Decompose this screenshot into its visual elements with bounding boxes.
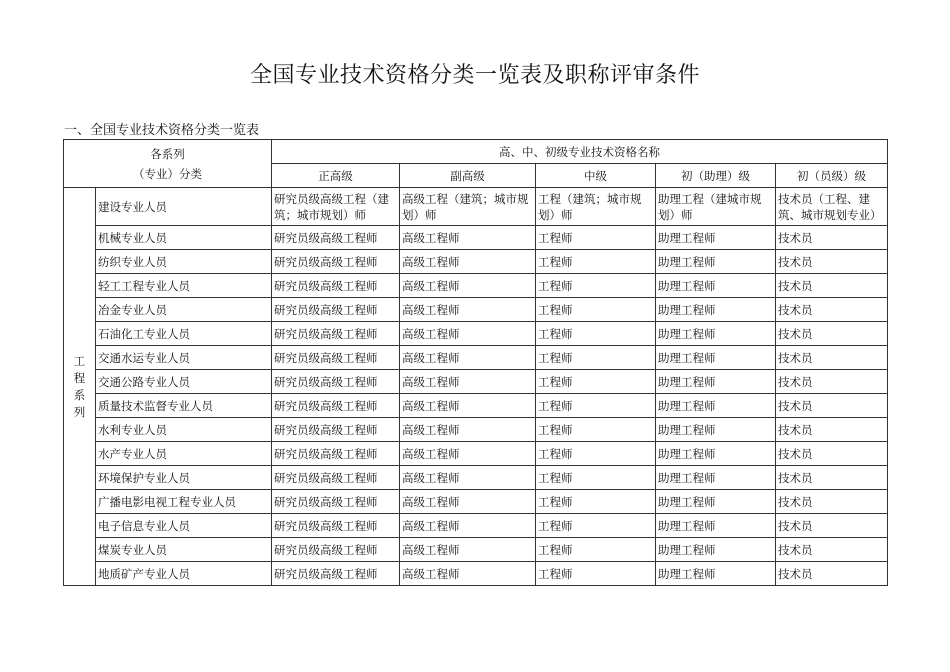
qualification-cell: 技术员 bbox=[776, 346, 888, 370]
qualification-cell: 研究员级高级工程师 bbox=[272, 250, 400, 274]
series-group-char: 系 bbox=[73, 387, 86, 402]
col-header: 正高级 bbox=[272, 164, 400, 188]
qualification-cell: 助理工程师 bbox=[656, 562, 776, 586]
table-row bbox=[64, 418, 888, 442]
table-row bbox=[64, 370, 888, 394]
table-row bbox=[64, 188, 888, 226]
table-row bbox=[64, 562, 888, 586]
col-header: 初（助理）级 bbox=[656, 164, 776, 188]
qualification-cell: 研究员级高级工程师 bbox=[272, 370, 400, 394]
profession-name-cell: 石油化工专业人员 bbox=[96, 322, 272, 346]
qualification-cell: 研究员级高级工程师 bbox=[272, 442, 400, 466]
qualification-cell: 研究员级高级工程师 bbox=[272, 346, 400, 370]
category-header-line2: （专业）分类 bbox=[133, 166, 202, 181]
table-row bbox=[64, 298, 888, 322]
document-title: 全国专业技术资格分类一览表及职称评审条件 bbox=[249, 63, 700, 88]
qualification-cell: 技术员 bbox=[776, 514, 888, 538]
qualification-cell: 技术员 bbox=[776, 274, 888, 298]
qualification-cell: 工程（建筑；城市规划）师 bbox=[536, 188, 656, 226]
profession-name-cell: 水产专业人员 bbox=[96, 442, 272, 466]
qualification-cell: 工程师 bbox=[536, 250, 656, 274]
qualification-cell: 工程师 bbox=[536, 274, 656, 298]
qualification-cell: 助理工程师 bbox=[656, 370, 776, 394]
category-header-line1: 各系列 bbox=[150, 146, 185, 161]
profession-name-cell: 冶金专业人员 bbox=[96, 298, 272, 322]
qualification-cell: 助理工程师 bbox=[656, 442, 776, 466]
table-row bbox=[64, 442, 888, 466]
group-header: 高、中、初级专业技术资格名称 bbox=[272, 140, 888, 164]
qualification-table bbox=[63, 139, 888, 586]
table-row bbox=[64, 322, 888, 346]
table-row bbox=[64, 274, 888, 298]
qualification-cell: 高级工程师 bbox=[400, 370, 536, 394]
qualification-cell: 技术员 bbox=[776, 298, 888, 322]
series-group-label bbox=[64, 188, 96, 586]
category-header bbox=[64, 140, 272, 188]
qualification-cell: 技术员 bbox=[776, 370, 888, 394]
profession-name-cell: 纺织专业人员 bbox=[96, 250, 272, 274]
qualification-cell: 高级工程师 bbox=[400, 538, 536, 562]
qualification-cell: 工程师 bbox=[536, 298, 656, 322]
qualification-cell: 工程师 bbox=[536, 346, 656, 370]
qualification-cell: 工程师 bbox=[536, 370, 656, 394]
section-heading: 一、全国专业技术资格分类一览表 bbox=[64, 123, 260, 138]
qualification-cell: 研究员级高级工程师 bbox=[272, 298, 400, 322]
qualification-cell: 工程师 bbox=[536, 322, 656, 346]
qualification-cell: 高级工程师 bbox=[400, 346, 536, 370]
profession-name-cell: 环境保护专业人员 bbox=[96, 466, 272, 490]
qualification-cell: 助理工程师 bbox=[656, 394, 776, 418]
qualification-cell: 工程师 bbox=[536, 466, 656, 490]
table-row bbox=[64, 466, 888, 490]
qualification-cell: 技术员 bbox=[776, 442, 888, 466]
col-header: 中级 bbox=[536, 164, 656, 188]
qualification-cell: 高级工程师 bbox=[400, 490, 536, 514]
profession-name-cell: 地质矿产专业人员 bbox=[96, 562, 272, 586]
col-header: 副高级 bbox=[400, 164, 536, 188]
qualification-cell: 技术员 bbox=[776, 250, 888, 274]
profession-name-cell: 交通水运专业人员 bbox=[96, 346, 272, 370]
table-row bbox=[64, 538, 888, 562]
profession-name-cell: 煤炭专业人员 bbox=[96, 538, 272, 562]
qualification-cell: 高级工程师 bbox=[400, 442, 536, 466]
qualification-cell: 技术员 bbox=[776, 466, 888, 490]
qualification-cell: 研究员级高级工程师 bbox=[272, 394, 400, 418]
table-row bbox=[64, 514, 888, 538]
qualification-cell: 研究员级高级工程师 bbox=[272, 226, 400, 250]
series-group-char: 程 bbox=[73, 370, 86, 385]
qualification-cell: 技术员 bbox=[776, 538, 888, 562]
qualification-cell: 技术员 bbox=[776, 418, 888, 442]
qualification-cell: 技术员（工程、建筑、城市规划专业） bbox=[776, 188, 888, 226]
qualification-cell: 助理工程师 bbox=[656, 514, 776, 538]
profession-name-cell: 机械专业人员 bbox=[96, 226, 272, 250]
qualification-cell: 高级工程师 bbox=[400, 466, 536, 490]
profession-name-cell: 交通公路专业人员 bbox=[96, 370, 272, 394]
qualification-cell: 工程师 bbox=[536, 514, 656, 538]
qualification-cell: 助理工程师 bbox=[656, 538, 776, 562]
qualification-cell: 高级工程师 bbox=[400, 250, 536, 274]
qualification-cell: 研究员级高级工程师 bbox=[272, 538, 400, 562]
qualification-cell: 研究员级高级工程师 bbox=[272, 418, 400, 442]
qualification-cell: 技术员 bbox=[776, 490, 888, 514]
profession-name-cell: 广播电影电视工程专业人员 bbox=[96, 490, 272, 514]
qualification-cell: 技术员 bbox=[776, 322, 888, 346]
qualification-cell: 高级工程师 bbox=[400, 322, 536, 346]
series-group-char: 工 bbox=[73, 353, 86, 368]
qualification-cell: 助理工程师 bbox=[656, 418, 776, 442]
qualification-cell: 工程师 bbox=[536, 562, 656, 586]
qualification-cell: 高级工程师 bbox=[400, 418, 536, 442]
qualification-cell: 研究员级高级工程师 bbox=[272, 322, 400, 346]
qualification-cell: 助理工程（建城市规划）师 bbox=[656, 188, 776, 226]
qualification-cell: 研究员级高级工程师 bbox=[272, 562, 400, 586]
qualification-cell: 工程师 bbox=[536, 226, 656, 250]
qualification-cell: 工程师 bbox=[536, 394, 656, 418]
qualification-cell: 研究员级高级工程师 bbox=[272, 514, 400, 538]
qualification-cell: 助理工程师 bbox=[656, 346, 776, 370]
qualification-cell: 高级工程师 bbox=[400, 274, 536, 298]
qualification-cell: 助理工程师 bbox=[656, 490, 776, 514]
qualification-cell: 助理工程师 bbox=[656, 466, 776, 490]
qualification-cell: 助理工程师 bbox=[656, 250, 776, 274]
qualification-cell: 工程师 bbox=[536, 442, 656, 466]
qualification-cell: 助理工程师 bbox=[656, 274, 776, 298]
profession-name-cell: 电子信息专业人员 bbox=[96, 514, 272, 538]
qualification-cell: 工程师 bbox=[536, 538, 656, 562]
qualification-cell: 技术员 bbox=[776, 226, 888, 250]
table-row bbox=[64, 226, 888, 250]
profession-name-cell: 水利专业人员 bbox=[96, 418, 272, 442]
series-group-char: 列 bbox=[73, 404, 86, 419]
profession-name-cell: 轻工工程专业人员 bbox=[96, 274, 272, 298]
qualification-cell: 高级工程师 bbox=[400, 562, 536, 586]
qualification-cell: 技术员 bbox=[776, 562, 888, 586]
qualification-cell: 高级工程（建筑；城市规划）师 bbox=[400, 188, 536, 226]
qualification-cell: 研究员级高级工程师 bbox=[272, 466, 400, 490]
qualification-cell: 高级工程师 bbox=[400, 514, 536, 538]
table-row bbox=[64, 250, 888, 274]
profession-name-cell: 质量技术监督专业人员 bbox=[96, 394, 272, 418]
header-row-1 bbox=[64, 140, 888, 164]
qualification-cell: 研究员级高级工程师 bbox=[272, 274, 400, 298]
qualification-cell: 助理工程师 bbox=[656, 298, 776, 322]
table-row bbox=[64, 394, 888, 418]
col-header: 初（员级）级 bbox=[776, 164, 888, 188]
table-row bbox=[64, 490, 888, 514]
table-row bbox=[64, 346, 888, 370]
qualification-cell: 高级工程师 bbox=[400, 226, 536, 250]
qualification-cell: 高级工程师 bbox=[400, 394, 536, 418]
qualification-cell: 研究员级高级工程（建筑；城市规划）师 bbox=[272, 188, 400, 226]
qualification-cell: 工程师 bbox=[536, 418, 656, 442]
qualification-cell: 研究员级高级工程师 bbox=[272, 490, 400, 514]
qualification-cell: 技术员 bbox=[776, 394, 888, 418]
qualification-cell: 助理工程师 bbox=[656, 226, 776, 250]
qualification-cell: 工程师 bbox=[536, 490, 656, 514]
qualification-cell: 高级工程师 bbox=[400, 298, 536, 322]
profession-name-cell: 建设专业人员 bbox=[96, 188, 272, 226]
qualification-cell: 助理工程师 bbox=[656, 322, 776, 346]
